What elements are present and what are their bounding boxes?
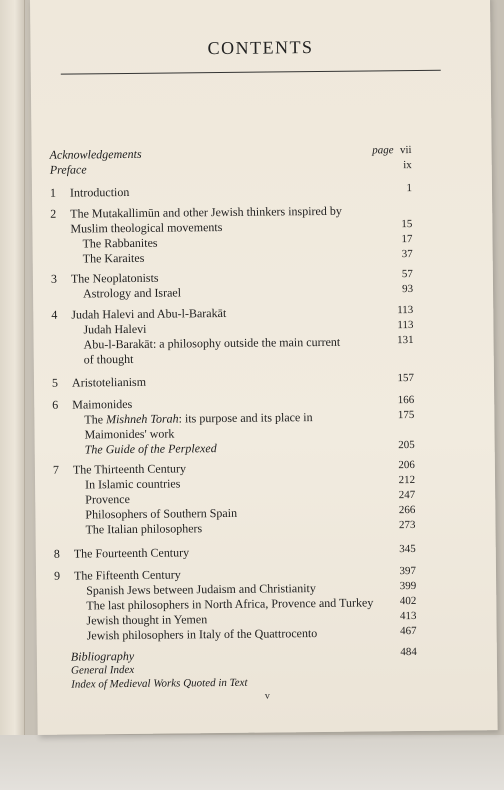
entry-title: The Fifteenth Century [73, 567, 181, 583]
page-label: page [372, 144, 394, 157]
entry-page: 17 [401, 233, 413, 246]
chapter-number: 9 [53, 568, 61, 583]
entry-title: Abu-l-Barakāt: a philosophy outside the main current [83, 334, 341, 352]
entry-page: 113 [397, 304, 414, 317]
entry-page: 247 [398, 488, 416, 502]
entry-page: 402 [399, 594, 417, 608]
entry-title: The Karaites [82, 250, 145, 266]
entry-title: Acknowledgements [49, 146, 142, 162]
chapter-number: 4 [51, 307, 58, 322]
entry-page: ix [403, 159, 412, 172]
entry-title-continued: Muslim theological movements [70, 219, 223, 236]
entry-title: Jewish thought in Yemen [86, 612, 208, 628]
chapter-number: 2 [50, 206, 57, 221]
entry-page: 1 [406, 182, 413, 195]
toc-entry [33, 247, 493, 268]
entry-page: 93 [401, 283, 414, 296]
toc-entry [35, 518, 495, 539]
entry-page: 157 [397, 372, 415, 385]
entry-page: 212 [398, 473, 416, 487]
entry-title: The Guide of the Perplexed [84, 441, 217, 457]
table-surface [0, 735, 504, 790]
entry-page: 37 [401, 248, 413, 261]
entry-title: Provence [85, 491, 130, 507]
entry-title: The Italian philosophers [85, 521, 203, 537]
chapter-number: 8 [53, 546, 60, 561]
chapter-number: 1 [49, 185, 57, 200]
entry-title-part: The [84, 412, 107, 427]
entry-title: The Fourteenth Century [73, 545, 190, 561]
entry-title: The last philosophers in North Africa, Provence and Turkey [86, 595, 374, 613]
entry-page: 345 [399, 542, 416, 556]
entry-title: Index of Medieval Works Quoted in Text [71, 676, 248, 691]
chapter-number: 6 [52, 397, 59, 412]
entry-page: 57 [401, 268, 413, 281]
toc-entry [32, 181, 492, 202]
chapter-number: 3 [50, 271, 57, 286]
entry-page: 484 [400, 645, 417, 659]
entry-page: 413 [399, 609, 417, 623]
toc-entry [37, 624, 497, 645]
entry-title: The Rabbanites [82, 235, 158, 251]
entry-title-continued: of thought [83, 351, 134, 367]
toc-entry [34, 371, 494, 392]
entry-title: Judah Halevi and Abu-l-Barakāt [71, 305, 227, 322]
toc-entry [32, 158, 492, 179]
chapter-number: 7 [52, 462, 59, 477]
entry-title-italic: Mishneh Torah [105, 411, 179, 427]
entry-title: Astrology and Israel [83, 285, 182, 301]
entry-title: The Mutakallimūn and other Jewish thinkers inspired by [70, 203, 342, 221]
entry-page: 266 [398, 503, 416, 517]
entry-title: The Thirteenth Century [72, 461, 187, 477]
entry-page: 467 [400, 624, 417, 638]
title-rule [61, 70, 441, 75]
entry-title: Introduction [69, 184, 130, 200]
toc-entry [35, 438, 495, 459]
entry-title: General Index [70, 663, 135, 677]
entry-title: Philosophers of Southern Spain [85, 505, 238, 522]
entry-title-continued: Maimonides' work [84, 426, 175, 442]
entry-page: 273 [398, 518, 416, 532]
toc-entry [33, 282, 493, 303]
facing-page-edge [0, 0, 25, 790]
page-title: CONTENTS [207, 37, 314, 59]
page-number: v [264, 690, 270, 702]
toc-entry-continued [34, 348, 494, 369]
entry-page: 205 [398, 438, 415, 452]
entry-title: Jewish philosophers in Italy of the Quattrocento [86, 626, 318, 643]
entry-title: Maimonides [72, 396, 133, 412]
entry-page: 166 [397, 393, 415, 407]
entry-title: Preface [49, 162, 87, 177]
entry-title: The Neoplatonists [70, 270, 159, 286]
entry-page: 206 [398, 458, 415, 472]
entry-page: 397 [399, 564, 417, 578]
entry-page: vii [399, 144, 412, 157]
contents-page [30, 0, 498, 735]
entry-title: Bibliography [70, 648, 135, 664]
entry-page: 131 [397, 334, 414, 347]
entry-page: 15 [401, 218, 413, 231]
entry-title: Aristotelianism [71, 374, 147, 390]
entry-title: Judah Halevi [83, 321, 147, 337]
entry-page: 113 [397, 319, 414, 332]
entry-title: In Islamic countries [85, 476, 181, 492]
chapter-number: 5 [51, 375, 59, 390]
entry-page: 399 [399, 579, 417, 593]
toc-entry [36, 542, 496, 563]
entry-title-part: : its purpose and its place in [178, 410, 313, 426]
entry-page: 175 [397, 408, 415, 422]
entry-title: Spanish Jews between Judaism and Christianity [86, 581, 316, 598]
